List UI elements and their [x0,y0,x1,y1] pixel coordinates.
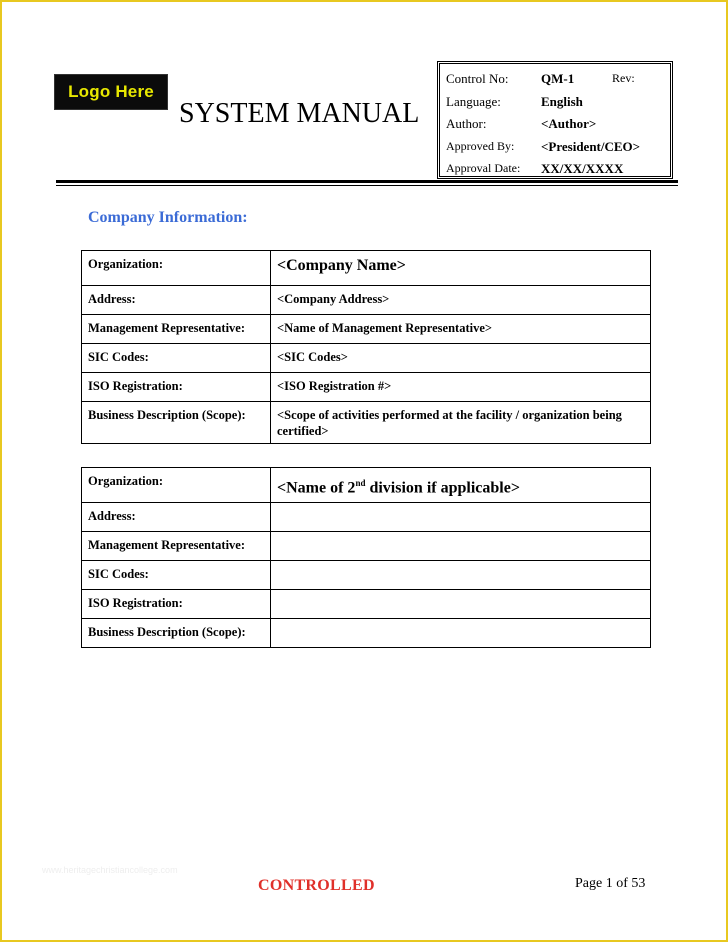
business-description-value[interactable] [271,619,651,648]
management-representative-value[interactable] [271,532,651,561]
author-label: Author: [446,116,487,131]
approved-by-value: <President/CEO> [541,138,641,154]
management-representative-label: Management Representative: [82,532,271,561]
organization-value[interactable]: <Company Name> [271,251,651,286]
header-rule-thick [56,180,678,183]
approval-date-label: Approval Date: [446,161,521,175]
table-row [82,344,651,373]
iso-registration-value[interactable]: <ISO Registration #> [271,373,651,402]
control-info-box [437,61,673,179]
table-row [82,251,651,286]
sic-codes-label: SIC Codes: [82,344,271,373]
table-row [82,590,651,619]
business-description-value[interactable]: <Scope of activities performed at the facility / organization being certified> [271,402,651,444]
author-row [446,113,670,136]
author-value: <Author> [541,116,597,131]
iso-registration-label: ISO Registration: [82,373,271,402]
iso-registration-label: ISO Registration: [82,590,271,619]
header-rule-thin [56,185,678,186]
logo-text: Logo Here [68,82,154,101]
sic-codes-value[interactable] [271,561,651,590]
address-value[interactable] [271,503,651,532]
org-value-suffix: division if applicable> [365,479,520,497]
page-number: Page 1 of 53 [575,876,646,891]
table-row [82,468,651,503]
company-info-table [81,250,651,444]
organization-value[interactable] [271,468,651,503]
management-representative-value[interactable]: <Name of Management Representative> [271,315,651,344]
business-description-label: Business Description (Scope): [82,402,271,444]
address-value[interactable]: <Company Address> [271,286,651,315]
iso-registration-value[interactable] [271,590,651,619]
company-logo [54,74,168,110]
language-label: Language: [446,93,501,109]
table-row [82,402,651,444]
approval-date-value: XX/XX/XXXX [541,161,624,176]
rev-label: Rev: [612,71,635,85]
management-representative-label: Management Representative: [82,315,271,344]
address-label: Address: [82,503,271,532]
document-title: SYSTEM MANUAL [179,98,420,129]
language-row [446,91,670,114]
sic-codes-value[interactable]: <SIC Codes> [271,344,651,373]
business-description-label: Business Description (Scope): [82,619,271,648]
approved-by-row [446,136,670,159]
controlled-status: CONTROLLED [258,877,375,894]
control-no-row [446,68,670,91]
control-no-label: Control No: [446,71,509,86]
table-row [82,532,651,561]
watermark-text: www.heritagechristiancollege.com [42,865,178,875]
control-no-value: QM-1 [541,71,575,86]
table-row [82,619,651,648]
table-row [82,561,651,590]
organization-label: Organization: [82,251,271,286]
org-value-prefix: <Name of 2 [277,479,356,497]
organization-label: Organization: [82,468,271,503]
company-information-heading: Company Information: [88,209,248,226]
second-division-table [81,467,651,648]
approval-date-row [446,158,670,181]
table-row [82,315,651,344]
org-value-superscript: nd [355,478,366,488]
table-row [82,503,651,532]
sic-codes-label: SIC Codes: [82,561,271,590]
table-row [82,373,651,402]
address-label: Address: [82,286,271,315]
language-value: English [541,93,583,109]
approved-by-label: Approved By: [446,138,515,153]
table-row [82,286,651,315]
